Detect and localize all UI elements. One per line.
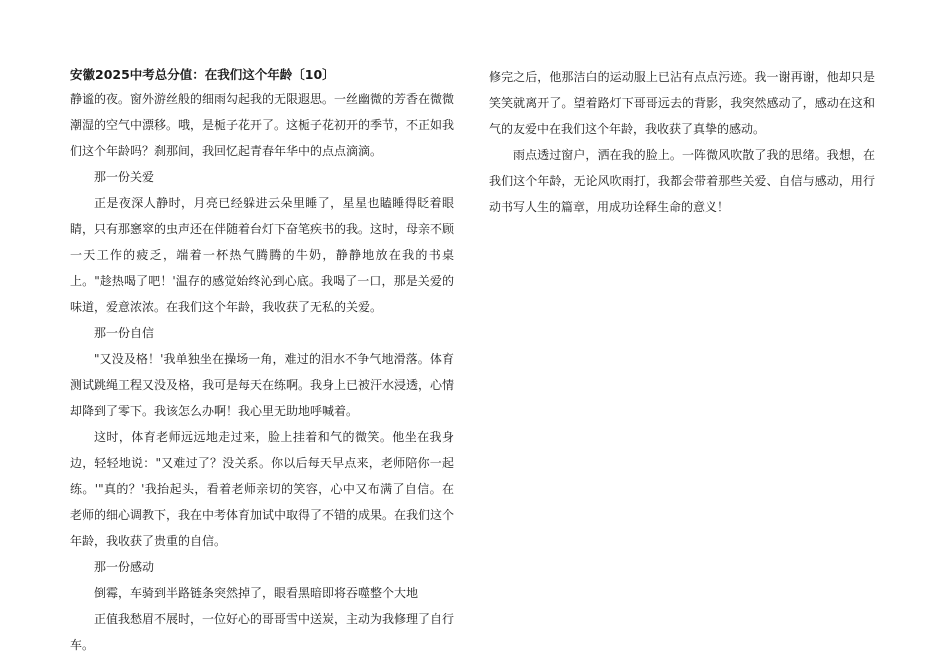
body-paragraph-bike: 倒霉，车骑到半路链条突然掉了，眼看黑暗即将吞噬整个大地 (94, 586, 419, 600)
intro-paragraph: 静谧的夜。窗外游丝般的细雨勾起我的无限遐思。一丝幽微的芳香在微微潮湿的空气中漂移。哦，是栀子花开了。这栀子花初开的季节，不正如我们这个年龄吗？刹那间，我回忆起青春年华中的点点滴滴。 (70, 92, 455, 158)
body-paragraph-fail: "又没及格！'我单独坐在操场一角，难过的泪水不争气地滑落。体育测试跳绳工程又没及格，我可是每天在练啊。我身上已被汗水浸透，心情却降到了零下。我该怎么办啊！我心里无助地呼喊着。 (70, 352, 455, 418)
section-heading-moved: 那一份感动 (94, 560, 155, 574)
body-paragraph-continued: 修完之后，他那洁白的运动服上已沾有点点污迹。我一谢再谢，他却只是笑笑就离开了。望着路灯下哥哥远去的背影，我突然感动了，感动在这和气的友爱中在我们这个年龄，我收获了真挚的感动。 (489, 70, 875, 136)
section-heading-confidence: 那一份自信 (94, 326, 155, 340)
body-paragraph-teacher: 这时，体育老师远远地走过来，脸上挂着和气的微笑。他坐在我身边，轻轻地说："又难过了？没关系。你以后每天早点来，老师陪你一起练。'"真的？'我抬起头，看着老师亲切的笑容，心中又布满了自信。在老师的细心调教下，我在中考体育加试中取得了不错的成果。在我们这个年龄，我收获了贵重的自信。 (70, 430, 455, 548)
conclusion-paragraph: 雨点透过窗户，洒在我的脸上。一阵微风吹散了我的思绪。我想，在我们这个年龄，无论风吹雨打，我都会带着那些关爱、自信与感动，用行动书写人生的篇章，用成功诠释生命的意义！ (489, 148, 875, 214)
left-column (70, 64, 454, 658)
document-title: 安徽2025中考总分值：在我们这个年龄〔10〕 (70, 67, 335, 82)
right-column (489, 64, 875, 220)
body-paragraph-helper: 正值我愁眉不展时，一位好心的哥哥雪中送炭，主动为我修理了自行车。 (70, 612, 455, 652)
section-heading-care: 那一份关爱 (94, 170, 155, 184)
body-paragraph-care: 正是夜深人静时，月亮已经躲进云朵里睡了，星星也瞌睡得眨着眼睛，只有那窸窣的虫声还在伴随着台灯下奋笔疾书的我。这时，母亲不顾一天工作的疲乏，端着一杯热气腾腾的牛奶，静静地放在我的书桌上。"趁热喝了吧！'温存的感觉始终沁到心底。我喝了一口，那是关爱的味道，爱意浓浓。在我们这个年龄，我收获了无私的关爱。 (70, 196, 455, 314)
